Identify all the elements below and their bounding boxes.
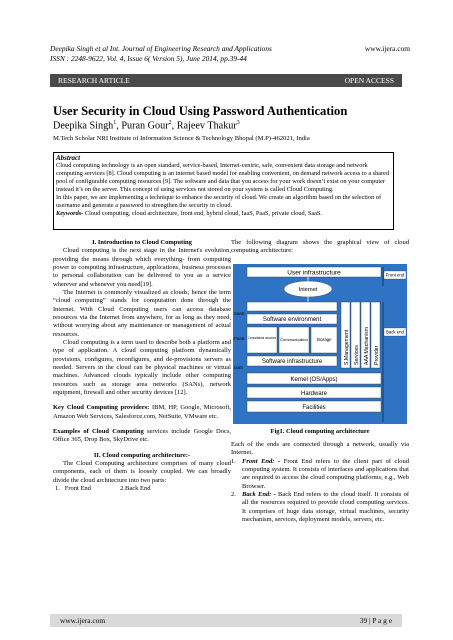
software-infrastructure-label: Software infrastructure — [261, 359, 323, 365]
author-name: Deepika Singh — [53, 120, 114, 132]
back-end-label: Back end — [386, 329, 404, 335]
journal-url[interactable]: www.ijera.com — [364, 44, 410, 53]
providers-label: Key Cloud Computing providers: — [53, 404, 150, 412]
kernel-label: Kernel (OS/Apps) — [290, 377, 338, 383]
parts-list: 1. Front End 2.Back End — [55, 484, 151, 492]
aaa-label: AAA Mechanism — [364, 326, 370, 365]
keywords-line — [56, 210, 391, 218]
computational-box — [247, 327, 277, 353]
iaas-label: IaaS — [234, 365, 243, 370]
computational-label: Computational resources — [248, 336, 277, 340]
article-type-label: RESEARCH ARTICLE — [58, 76, 130, 85]
list-item: 2. Back End: - Back End refers to the cloud itself. It consists of all the resources required to provide cloud computing services. It comprises of huge data storage, virtual machines, security mechanism, services, deployment models, servers, etc. — [231, 490, 409, 523]
right-column-lower — [231, 441, 409, 524]
cloud-architecture-diagram — [233, 264, 407, 424]
affiliation: M.Tech Scholar NRI Institute of Information Science & Technology Bhopal (M.P)-462021, India — [53, 134, 310, 142]
open-access-label: OPEN ACCESS — [344, 76, 394, 85]
end-definition-list — [231, 458, 409, 525]
keywords-text: Cloud computing, cloud architecture, front end, hybrid cloud, IaaS, PaaS, private cloud, SaaS. — [83, 209, 322, 217]
section-heading: I. Introduction to Cloud Computing — [92, 239, 192, 246]
right-column — [231, 239, 409, 256]
application-box — [247, 302, 337, 311]
page-footer — [50, 614, 402, 627]
providers-paragraph: Key Cloud Computing providers: IBM, HP, Google, Microsoft, Amazon Web Services, Salesforce.com, NetSuite, VMware etc. — [53, 404, 231, 420]
author-sup: 2 — [168, 120, 172, 126]
user-infrastructure-label: User infrastructure — [287, 269, 341, 277]
internet-label: Internet — [298, 287, 318, 293]
body-paragraph: Each of the ends are connected through a network, usually via Internet. — [231, 441, 409, 457]
communication-label: Communication — [280, 337, 308, 342]
page-number: 39 | P a g e — [359, 616, 392, 625]
author-list: Deepika Singh$^1$, Puran Gour$^2$, Rajeev Thakur$^3$ — [53, 120, 240, 132]
software-environment-label: Software environment — [262, 317, 322, 323]
section-heading: II. Cloud computing architecture:- — [93, 451, 191, 459]
provider-label: Provider — [374, 345, 380, 365]
hardware-label: Hardware — [300, 391, 328, 397]
facilities-label: Facilities — [302, 405, 326, 411]
examples-label: Examples of Cloud Computing — [53, 427, 144, 435]
journal-line: Deepika Singh et al Int. Journal of Engineering Research and Applications — [50, 44, 272, 53]
abstract-paragraph: In this paper, we are implementing a technique to enhance the security of cloud. We create an algorithm based on the selection of username and generate a password to strengthen the security in cloud. — [56, 193, 382, 209]
footer-url[interactable]: www.ijera.com — [60, 616, 106, 625]
figure-caption: Fig1. Cloud computing architecture — [270, 428, 370, 435]
body-paragraph: Cloud computing is the next stage in the Internet's evolution, providing the means through which everything- from computing power to computing infrastructure, applications, business processes to personal collaboration can be delivered to you as a service wherever and whenever you need[19]. — [53, 247, 231, 288]
front-end-label: Front end — [385, 272, 405, 278]
body-paragraph: The Cloud Computing architecture comprises of many cloud components, each of them is loosely coupled. We can broadly divide the cloud architecture into two parts: — [53, 459, 231, 484]
paas-label: PaaS — [234, 336, 245, 341]
abstract-heading: Abstract — [56, 154, 81, 162]
abstract-box — [53, 152, 394, 230]
author-sup: 3 — [236, 120, 240, 126]
paper-title: User Security in Cloud Using Password Authentication — [53, 104, 348, 118]
body-paragraph: The Internet is commonly visualized as clouds; hence the term “cloud computing” stands for computation done through the Internet. With Cloud Computing users can access database resources via the Internet from anywhere, for as long as they need, without worrying about any maintenance or management of actual resources. — [53, 288, 231, 338]
running-header — [50, 44, 410, 63]
left-column — [53, 239, 231, 493]
body-paragraph: Cloud computing is a term used to describe both a platform and type of application. A cloud computing platform dynamically provisions, configures, reconfigures, and de-provisions servers as needed. Servers in the cloud can be physical machines or virtual machines. Advanced clouds typically include other computing resources such as storage area networks (SANs), network equipment, firewall and other security devices [12]. — [53, 338, 231, 396]
services-label: Services — [354, 345, 360, 365]
author-name: Puran Gour — [121, 120, 169, 132]
diagram-intro: The following diagram shows the graphical view of cloud computing architecture: — [231, 239, 409, 255]
issn-line: ISSN : 2248-9622, Vol. 4, Issue 6( Version 5), June 2014, pp.39-44 — [50, 53, 247, 63]
abstract-paragraph: Cloud computing technology is an open standard, service-based, Internet-centric, safe, convenient data storage and network computing services [8]. Cloud computing is an internet based model for enabling convenient, on demand network access to a shared pool of configurable computing resources [9]. The software and data that you access for your work doesn’t exist on your computer instead it’s on the server. This concept of using services not stored on your system is called Cloud Computing. — [56, 162, 390, 193]
saas-label: SaaS — [234, 311, 245, 316]
author-name: Rajeev Thakur — [176, 120, 237, 132]
list-item: 1. Front End: - Front End refers to the client part of cloud computing system. It consists of interfaces and applications that are required to access the cloud computing platforms, e.g., Web Browser. — [231, 457, 409, 490]
storage-label: Storage — [316, 337, 332, 342]
examples-paragraph: Examples of Cloud Computing services include Google Docs, Office 365, Drop Box, SkyDrive etc. — [53, 427, 232, 444]
author-sup: 1 — [113, 120, 117, 126]
article-type-band — [50, 74, 402, 87]
management-label: S.Management — [344, 329, 350, 365]
list-item-label: Back End: - — [242, 490, 276, 498]
list-item-label: Front End: - — [242, 457, 281, 465]
keywords-label: Keywords- — [56, 209, 84, 217]
